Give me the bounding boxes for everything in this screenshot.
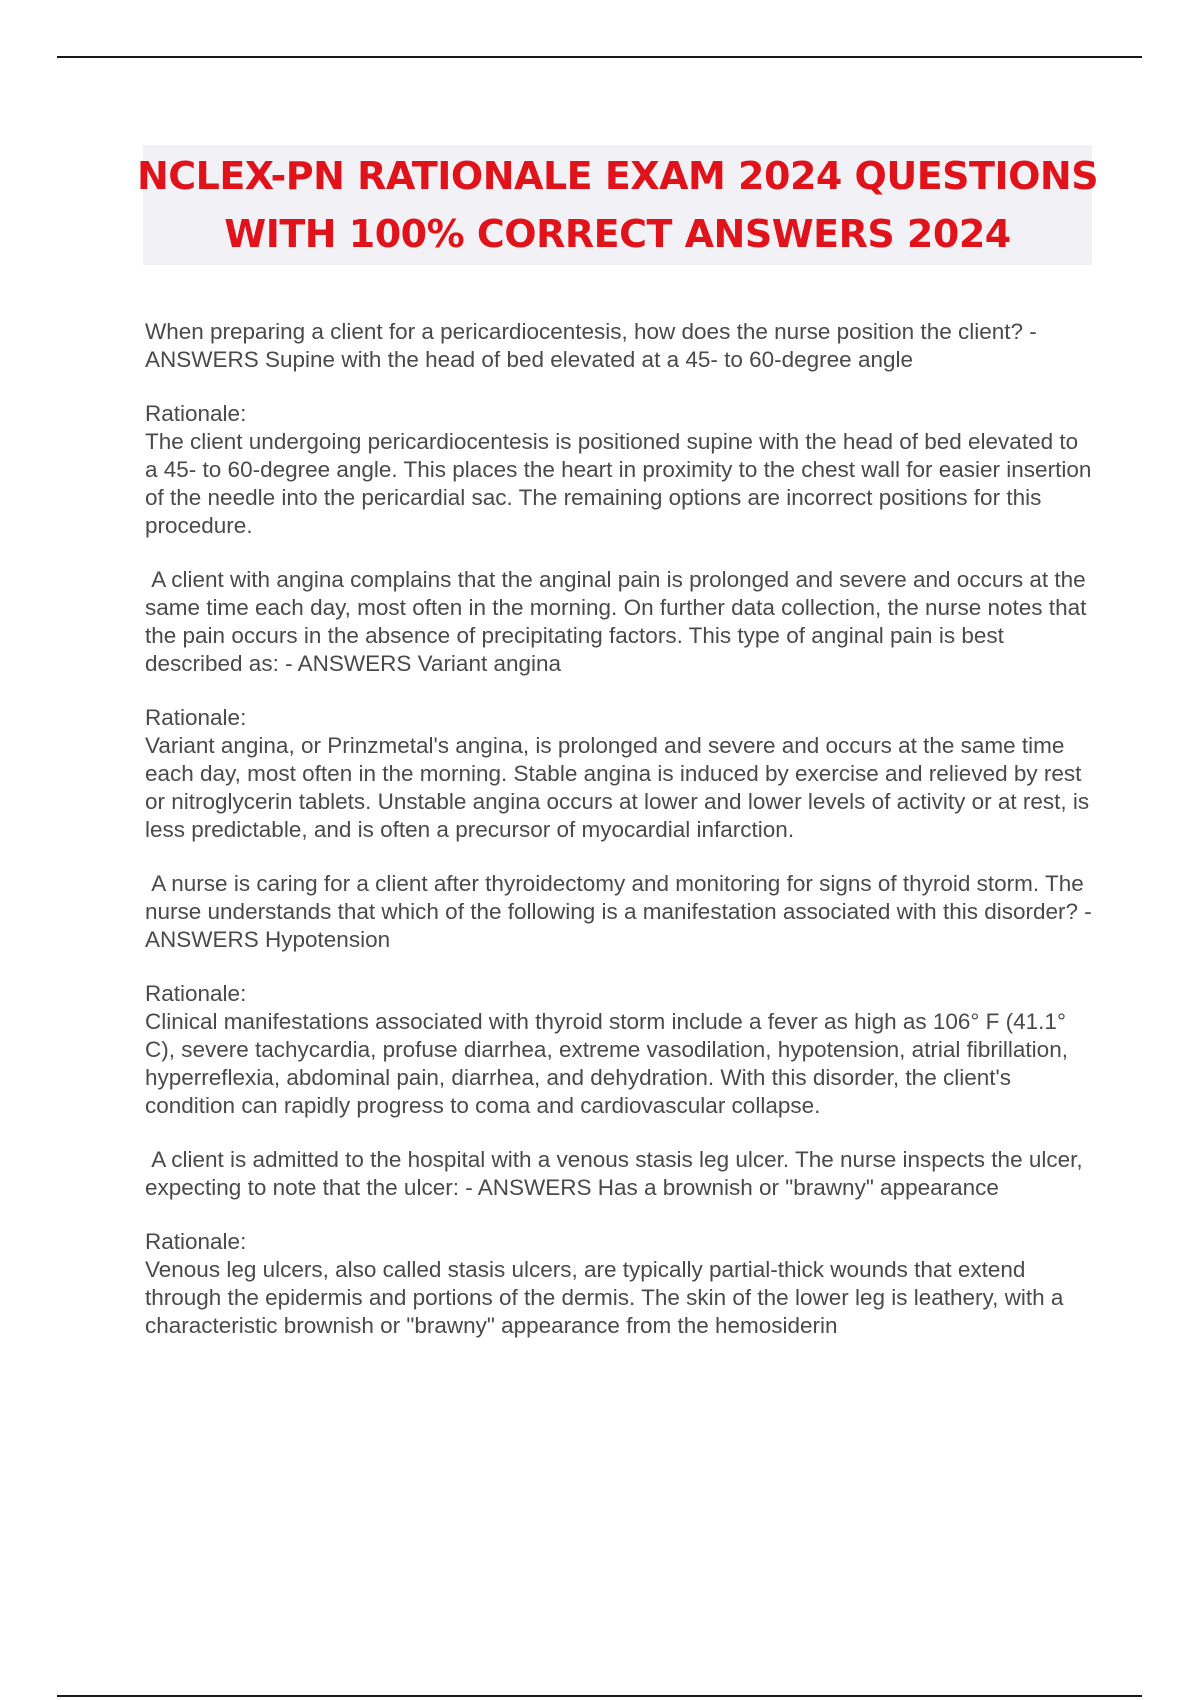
question-answer: A client is admitted to the hospital with a venous stasis leg ulcer. The nurse inspects the ulcer, expecting to note that the ulcer: - ANSWERS Has a brownish or "brawny" appearance (145, 1147, 1089, 1200)
title-banner (136, 145, 1099, 265)
question-answer: When preparing a client for a pericardiocentesis, how does the nurse position the client? - ANSWERS Supine with the head of bed elevated at a 45- to 60-degree angle (145, 319, 1042, 372)
rationale-label: Rationale: (145, 1229, 247, 1254)
qa-content (145, 318, 1095, 1366)
title-line-2: WITH 100% CORRECT ANSWERS 2024 (224, 212, 1011, 256)
rationale-text: Clinical manifestations associated with thyroid storm include a fever as high as 106° F (41.1° C), severe tachycardia, profuse diarrhea, extreme vasodilation, hypotension, atrial fibrillation, hyperreflexia, abdominal pain, diarrhea, and dehydration. With this disorder, the client's condition can rapidly progress to coma and cardiovascular collapse. (145, 1009, 1068, 1118)
rationale-text: Variant angina, or Prinzmetal's angina, is prolonged and severe and occurs at the same time each day, most often in the morning. Stable angina is induced by exercise and relieved by rest or nitroglycerin tablets. Unstable angina occurs at lower and lower levels of activity or at rest, is less predictable, and is often a precursor of myocardial infarction. (145, 733, 1090, 842)
rationale-label: Rationale: (145, 401, 247, 426)
qa-item (145, 870, 1095, 1120)
top-rule (57, 56, 1142, 58)
rationale-label: Rationale: (145, 981, 247, 1006)
rationale-label: Rationale: (145, 705, 247, 730)
qa-item (145, 566, 1095, 844)
rationale-text: Venous leg ulcers, also called stasis ulcers, are typically partial-thick wounds that extend through the epidermis and portions of the dermis. The skin of the lower leg is leathery, with a characteristic brownish or "brawny" appearance from the hemosiderin (145, 1257, 1064, 1338)
question-answer: A client with angina complains that the anginal pain is prolonged and severe and occurs at the same time each day, most often in the morning. On further data collection, the nurse notes that the pain occurs in the absence of precipitating factors. This type of anginal pain is best described as: - ANSWERS Variant angina (145, 567, 1093, 676)
question-answer: A nurse is caring for a client after thyroidectomy and monitoring for signs of thyroid storm. The nurse understands that which of the following is a manifestation associated with this disorder? - ANSWERS Hypotension (145, 871, 1097, 952)
title-line-1: NCLEX-PN RATIONALE EXAM 2024 QUESTIONS (136, 154, 1099, 198)
rationale-text: The client undergoing pericardiocentesis is positioned supine with the head of bed elevated to a 45- to 60-degree angle. This places the heart in proximity to the chest wall for easier insertion of the needle into the pericardial sac. The remaining options are incorrect positions for this procedure. (145, 429, 1092, 538)
qa-item (145, 318, 1095, 540)
bottom-rule (57, 1695, 1142, 1697)
qa-item (145, 1146, 1095, 1340)
